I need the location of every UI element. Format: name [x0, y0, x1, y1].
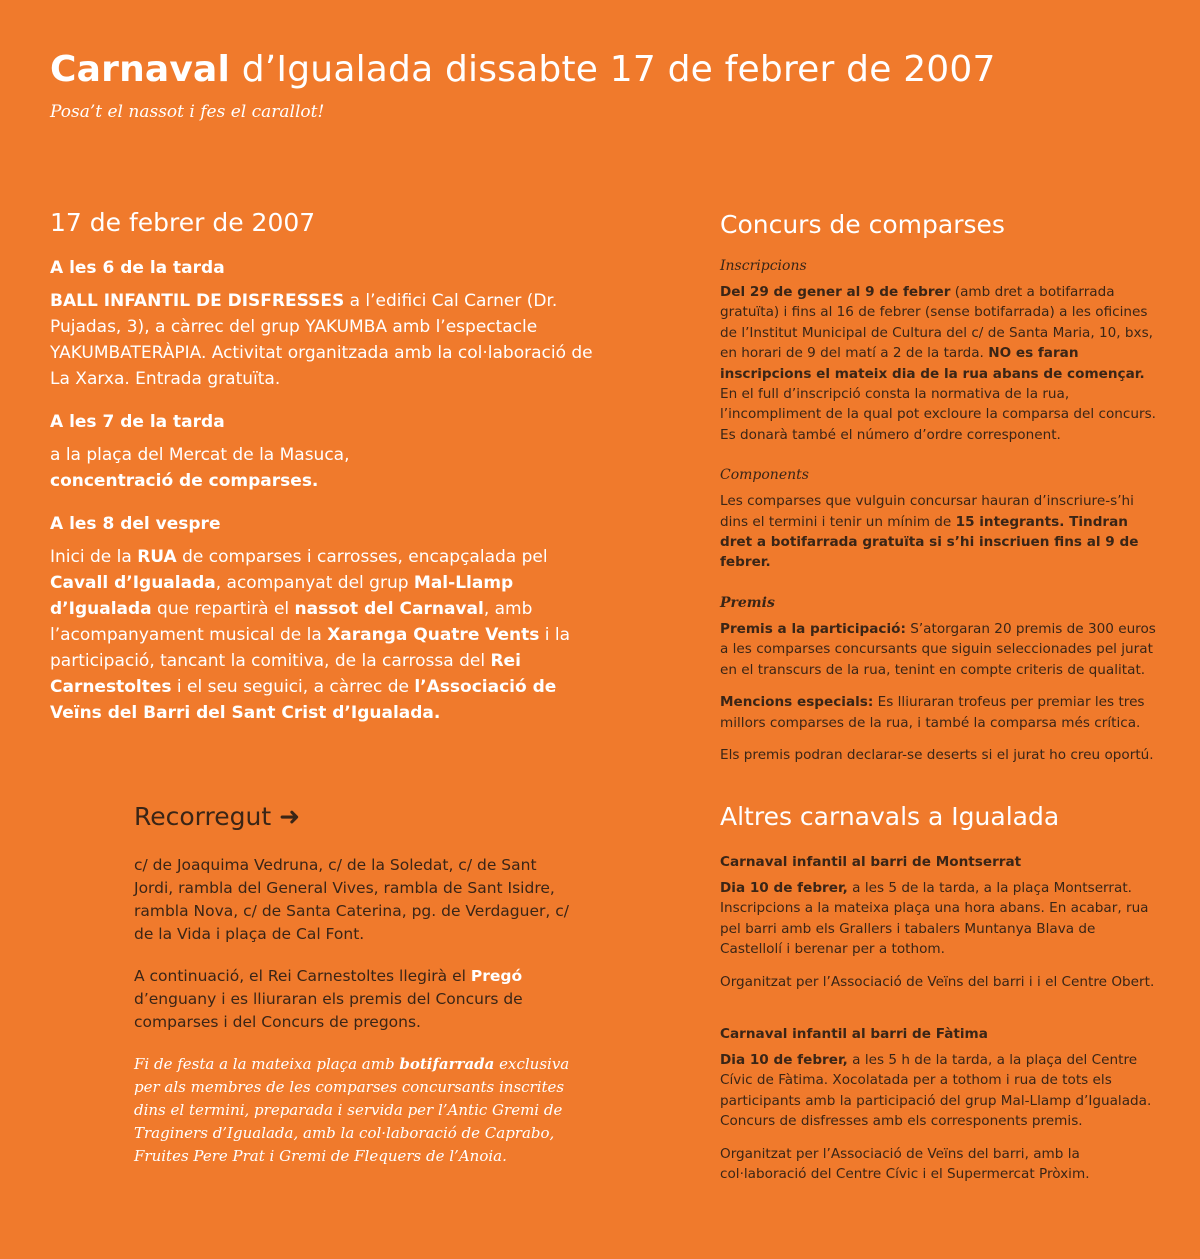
- route-p3-t1: Fi de festa a la mateixa plaça amb: [134, 1055, 400, 1073]
- header: [50, 48, 1150, 122]
- event-3-t4: que repartirà el: [151, 599, 295, 619]
- program-section: [50, 206, 610, 744]
- prem-b1: Premis a la participació:: [720, 620, 906, 637]
- event-3-t1: Inici de la: [50, 547, 138, 567]
- f-b1: Dia 10 de febrer,: [720, 1052, 848, 1069]
- event-3-b7: l’Associació de Veïns del Barri del Sant Crist d’Igualada.: [50, 677, 557, 723]
- m-t1: a les 5 de la tarda, a la plaça Montserrat. Inscripcions a la mateixa plaça una hora abans. En acabar, rua pel barri amb els Grallers i tabalers Muntanya Blava de Castellolí i berenar per a tothom.: [720, 880, 1149, 958]
- title-strong: Carnaval: [50, 49, 231, 90]
- inscriptions-label: Inscripcions: [720, 258, 807, 274]
- event-2-desc: a la plaça del Mercat de la Masuca,: [50, 445, 350, 465]
- route-streets: c/ de Joaquima Vedruna, c/ de la Soledat, c/ de Sant Jordi, rambla del General Vives, rambla de Sant Isidre, rambla Nova, c/ de Santa Caterina, pg. de Verdaguer, c/ de la Vida i plaça de Cal Font.: [134, 856, 569, 943]
- event-2-text: [50, 442, 610, 494]
- event-1-bold: BALL INFANTIL DE DISFRESSES: [50, 291, 345, 311]
- route-p2-b1: Pregó: [470, 967, 523, 985]
- montserrat-text: [720, 878, 1160, 960]
- comp-b1: 15 integrants. Tindran dret a botifarrada gratuïta si s’hi inscriuen fins al 9 de febrer.: [720, 513, 1139, 571]
- insc-t1: (amb dret a botifarrada gratuïta) i fins al 16 de febrer (sense botifarrada) a les oficines de l’Institut Municipal de Cultura del c/ de Santa Maria, 10, bxs, en horari de 9 del matí a 2 de la tarda.: [720, 284, 1153, 362]
- components-label: Components: [720, 467, 809, 484]
- fatima-title: Carnaval infantil al barri de Fàtima: [720, 1026, 988, 1043]
- prizes-participation: [720, 619, 1160, 680]
- other-carnivals-heading: Altres carnavals a Igualada: [720, 802, 1060, 831]
- fatima-text: [720, 1050, 1160, 1132]
- event-3-t6: i la participació, tancant la comitiva, de la carrossa del: [50, 625, 571, 671]
- other-carnivals-section: [720, 800, 1160, 1196]
- event-3-time: A les 8 del vespre: [50, 514, 221, 534]
- event-3-t7: i el seu seguici, a càrrec de: [171, 677, 415, 697]
- insc-b2: NO es faran inscripcions el mateix dia de la rua abans de començar.: [720, 345, 1145, 382]
- event-1-time: A les 6 de la tarda: [50, 258, 225, 278]
- comp-t1: Les comparses que vulguin concursar hauran d’inscriure-s’hi dins el termini i tenir un mínim de: [720, 493, 1134, 530]
- program-heading: 17 de febrer de 2007: [50, 208, 316, 237]
- contest-section: [720, 208, 1160, 777]
- prem-t1: S’atorgaran 20 premis de 300 euros a les comparses concursants que siguin seleccionades pel jurat en el transcurs de la rua, tenint en compte criteris de qualitat.: [720, 620, 1156, 678]
- prizes-label: Premis: [720, 594, 775, 611]
- prizes-mentions: [720, 692, 1160, 733]
- event-3-text: [50, 544, 610, 726]
- route-p2-t2: d’enguany i es lliuraran els premis del Concurs de comparses i del Concurs de pregons.: [134, 990, 523, 1031]
- prem-b2: Mencions especials:: [720, 694, 874, 711]
- m-b1: Dia 10 de febrer,: [720, 880, 848, 896]
- title-rest: d’Igualada dissabte 17 de febrer de 2007: [230, 49, 996, 90]
- route-section: [134, 800, 574, 1168]
- contest-heading: Concurs de comparses: [720, 210, 1005, 239]
- event-3-b2: Cavall d’Igualada: [50, 573, 216, 593]
- f-t1: a les 5 h de la tarda, a la plaça del Centre Cívic de Fàtima. Xocolatada per a tothom i rua de tots els participants amb la participació del grup Mal-Llamp d’Igualada. Concurs de disfresses amb els corresponents premis.: [720, 1052, 1152, 1130]
- event-3-t3: , acompanyat del grup: [215, 573, 414, 593]
- route-p3-t2: exclusiva per als membres de les comparses concursants inscrites dins el termini, preparada i servida per l’Antic Gremi de Traginers d’Igualada, amb la col·laboració de Caprabo, Fruites Pere Prat i Gremi de Flequers de l’Anoia.: [134, 1055, 570, 1165]
- arrow-right-icon: ➜: [279, 802, 301, 831]
- inscriptions-text: [720, 282, 1160, 445]
- prizes-note: Els premis podran declarar-se deserts si el jurat ho creu oportú.: [720, 746, 1154, 763]
- page-title: [50, 48, 1150, 92]
- montserrat-title: Carnaval infantil al barri de Montserrat: [720, 854, 1022, 870]
- event-3-t2: de comparses i carrosses, encapçalada pel: [176, 547, 548, 567]
- event-1-text: [50, 288, 610, 392]
- prem-t2: Es lliuraran trofeus per premiar les tres millors comparses de la rua, i també la comparsa més crítica.: [720, 694, 1145, 731]
- subtitle: Posa’t el nassot i fes el carallot!: [50, 102, 325, 122]
- route-p3-b1: botifarrada: [399, 1055, 495, 1073]
- route-proclamation: [134, 965, 574, 1034]
- event-3-b6: Rei Carnestoltes: [50, 651, 521, 697]
- montserrat-organizer: Organitzat per l’Associació de Veïns del barri i i el Centre Obert.: [720, 973, 1155, 990]
- event-2-bold: concentració de comparses.: [50, 471, 319, 491]
- fatima-organizer: Organitzat per l’Associació de Veïns del barri, amb la col·laboració del Centre Cívic i el Supermercat Pròxim.: [720, 1145, 1090, 1183]
- event-3-b4: nassot del Carnaval: [294, 599, 484, 619]
- event-3-b1: RUA: [137, 547, 177, 567]
- event-1-desc: a l’edifici Cal Carner (Dr. Pujadas, 3), a càrrec del grup YAKUMBA amb l’espectacle YAKUMBATERÀPIA. Activitat organitzada amb la col·laboració de La Xarxa. Entrada gratuïta.: [50, 291, 593, 389]
- event-2-time: A les 7 de la tarda: [50, 412, 225, 432]
- event-3-b3: Mal-Llamp d’Igualada: [50, 573, 514, 619]
- components-text: [720, 491, 1160, 573]
- route-heading-text: Recorregut: [134, 802, 272, 831]
- route-closing: [134, 1053, 574, 1168]
- insc-t2: En el full d’inscripció consta la normativa de la rua, l’incompliment de la qual pot excloure la comparsa del concurs. Es donarà també el número d’ordre corresponent.: [720, 386, 1156, 443]
- event-3-b5: Xaranga Quatre Vents: [327, 625, 540, 645]
- route-heading: [134, 800, 574, 834]
- insc-b1: Del 29 de gener al 9 de febrer: [720, 284, 951, 300]
- route-p2-t1: A continuació, el Rei Carnestoltes llegirà el: [134, 967, 471, 985]
- event-3-t5: , amb l’acompanyament musical de la: [50, 599, 533, 645]
